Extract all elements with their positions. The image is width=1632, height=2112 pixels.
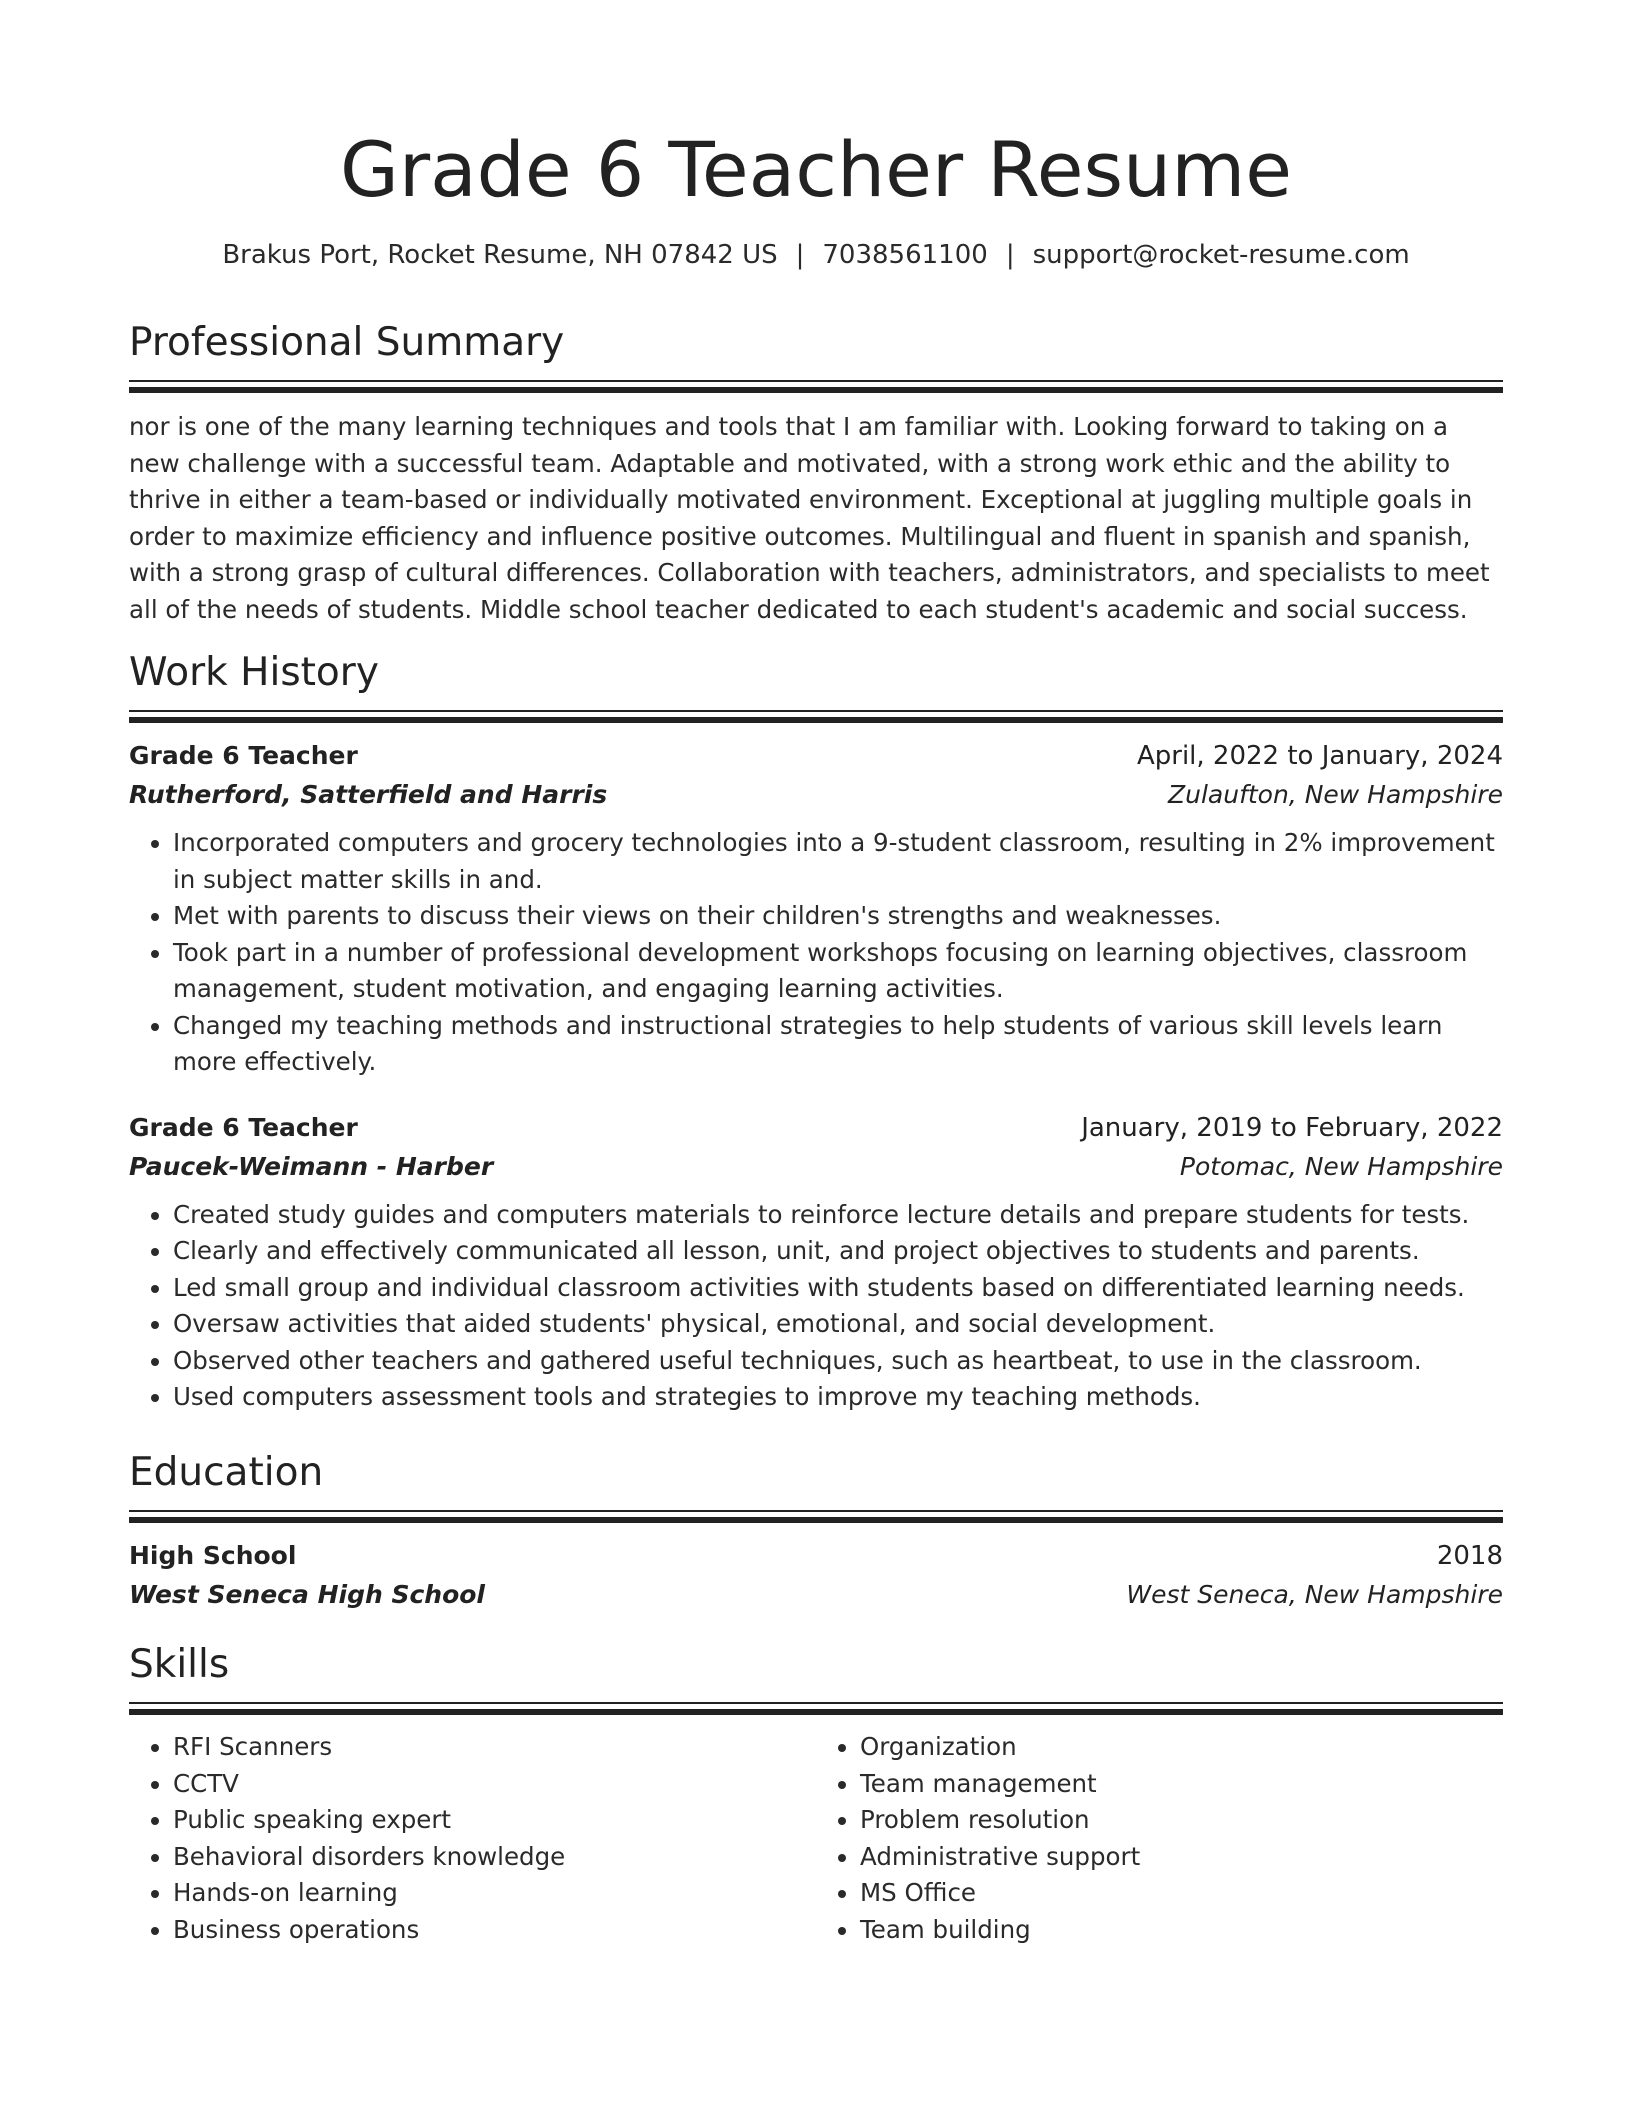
- section-divider: [129, 710, 1503, 723]
- resume-title: Grade 6 Teacher Resume: [339, 125, 1293, 214]
- skills-section: [129, 1640, 1503, 1948]
- job-company: Paucek-Weimann - Harber: [129, 1151, 494, 1181]
- job-bullets: [129, 1197, 1503, 1416]
- list-item: • Changed my teaching methods and instructional strategies to help students of various skill levels learn more effectively.: [173, 1008, 1503, 1081]
- list-item: • Oversaw activities that aided students' physical, emotional, and social development.: [173, 1306, 1503, 1343]
- list-item: • Team management: [860, 1766, 1503, 1803]
- job-company: Rutherford, Satterfield and Harris: [129, 780, 608, 809]
- section-title-skills: Skills: [129, 1642, 230, 1687]
- work-history-section: [129, 648, 1503, 1416]
- skills-list-right: [816, 1729, 1503, 1948]
- job-location: Potomac, New Hampshire: [1179, 1151, 1503, 1181]
- separator: |: [795, 240, 805, 270]
- list-item: • Observed other teachers and gathered useful techniques, such as heartbeat, to use in the classroom.: [173, 1343, 1503, 1380]
- list-item: • Incorporated computers and grocery technologies into a 9-student classroom, resulting in 2% improvement in subject matter skills in and.: [173, 825, 1503, 898]
- separator: |: [1005, 240, 1015, 270]
- list-item: • Problem resolution: [860, 1802, 1503, 1839]
- section-divider: [129, 1510, 1503, 1523]
- section-divider: [129, 1702, 1503, 1715]
- section-title-summary: Professional Summary: [129, 320, 565, 365]
- list-item: • MS Office: [860, 1875, 1503, 1912]
- section-title-work: Work History: [129, 650, 379, 695]
- summary-text: nor is one of the many learning techniques and tools that I am familiar with. Looking forward to taking on a new challenge with a successful team. Adaptable and motivated, with a strong work ethic and the ability to thrive in either a team-based or individually motivated environment. Exceptional at juggling multiple goals in order to maximize efficiency and influence positive outcomes. Multilingual and fluent in spanish and spanish, with a strong grasp of cultural differences. Collaboration with teachers, administrators, and specialists to meet all of the needs of students. Middle school teacher dedicated to each student's academic and social success.: [129, 412, 1490, 624]
- list-item: • Team building: [860, 1912, 1503, 1949]
- job-title: Grade 6 Teacher: [129, 741, 358, 770]
- education-degree: High School: [129, 1541, 297, 1570]
- education-section: [129, 1448, 1503, 1615]
- email: support@rocket-resume.com: [1032, 240, 1410, 270]
- education-entry: [129, 1537, 1503, 1615]
- job-entry: [129, 1109, 1503, 1416]
- list-item: • Led small group and individual classroom activities with students based on differentiated learning needs.: [173, 1270, 1503, 1307]
- list-item: • Administrative support: [860, 1839, 1503, 1876]
- list-item: • Behavioral disorders knowledge: [173, 1839, 816, 1876]
- list-item: • Organization: [860, 1729, 1503, 1766]
- list-item: • CCTV: [173, 1766, 816, 1803]
- list-item: • Met with parents to discuss their views on their children's strengths and weaknesses.: [173, 898, 1503, 935]
- list-item: • Business operations: [173, 1912, 816, 1949]
- job-entry: [129, 737, 1503, 1081]
- job-dates: April, 2022 to January, 2024: [1136, 741, 1503, 771]
- summary-section: [129, 318, 1503, 628]
- section-divider: [129, 380, 1503, 393]
- list-item: • Clearly and effectively communicated all lesson, unit, and project objectives to students and parents.: [173, 1233, 1503, 1270]
- job-title: Grade 6 Teacher: [129, 1112, 358, 1142]
- address: Brakus Port, Rocket Resume, NH 07842 US: [222, 240, 778, 270]
- job-bullets: [129, 825, 1503, 1081]
- job-location: Zulaufton, New Hampshire: [1167, 780, 1503, 809]
- contact-line: [129, 238, 1503, 272]
- list-item: • Used computers assessment tools and strategies to improve my teaching methods.: [173, 1379, 1503, 1416]
- education-location: West Seneca, New Hampshire: [1126, 1580, 1503, 1609]
- skills-columns: [129, 1729, 1503, 1948]
- list-item: • Public speaking expert: [173, 1802, 816, 1839]
- education-school: West Seneca High School: [129, 1580, 486, 1609]
- section-title-education: Education: [129, 1450, 324, 1495]
- list-item: • RFI Scanners: [173, 1729, 816, 1766]
- list-item: • Took part in a number of professional development workshops focusing on learning objectives, classroom management, student motivation, and engaging learning activities.: [173, 935, 1503, 1008]
- phone: 7038561100: [822, 240, 988, 270]
- skills-list-left: [129, 1729, 816, 1948]
- list-item: • Hands-on learning: [173, 1875, 816, 1912]
- job-dates: January, 2019 to February, 2022: [1081, 1112, 1503, 1143]
- education-year: 2018: [1436, 1541, 1503, 1571]
- list-item: • Created study guides and computers materials to reinforce lecture details and prepare students for tests.: [173, 1197, 1503, 1234]
